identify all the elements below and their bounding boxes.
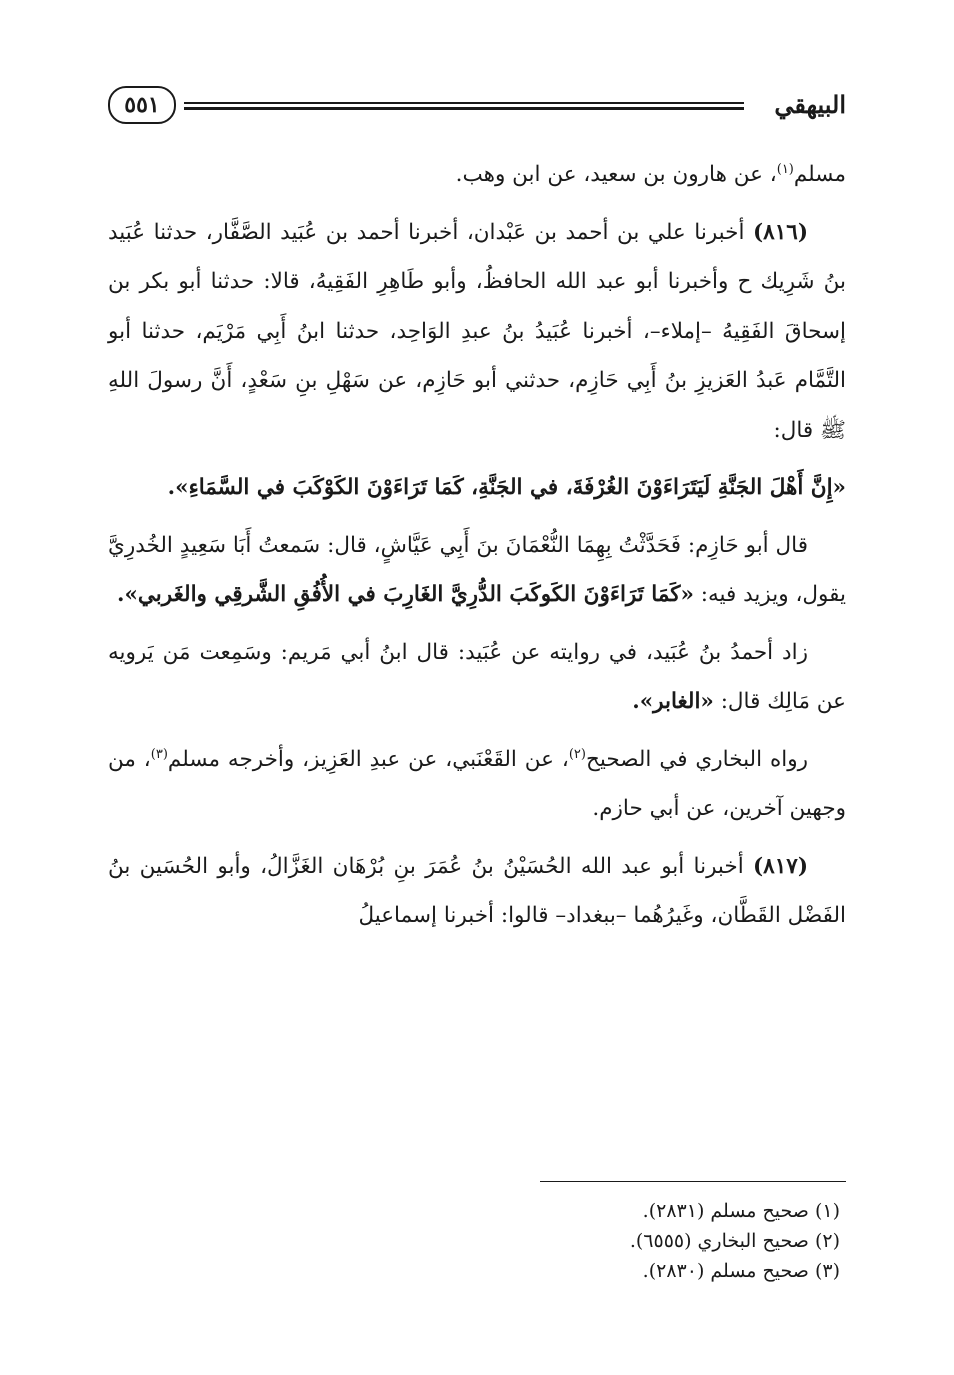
header-rule-thick: [184, 107, 744, 110]
text: ، عن هارون بن سعيد، عن ابن وهب.: [455, 162, 777, 187]
hadith-text-1: [108, 463, 846, 513]
text: قال أبو حَازِم: فَحَدَّثْتُ بِهِمَا النُّعْمَانَ بنَ أَبِي عَيَّاشٍ، قال: سَمعتُ أَبَا سَعِيدٍ الخُدرِيَّ يقول، ويزيد فيه:: [108, 532, 846, 607]
paragraph-816: [108, 208, 846, 456]
paragraph-abu-hazim: [108, 521, 846, 620]
footnote-ref-3[interactable]: (٣): [150, 746, 168, 762]
header-rule-thin: [184, 102, 744, 104]
main-text: [108, 150, 846, 949]
running-title: البيهقي: [774, 90, 846, 119]
text: زاد أحمدُ بنُ عُبَيد، في روايته عن عُبَيد: قال ابنُ أبي مَريم: وسَمِعت مَن يَرويه عن مَالِك قال:: [108, 639, 846, 714]
hadith-matn: «الغابر».: [632, 689, 714, 714]
isnad-text: أخبرنا علي بن أحمد بن عَبْدان، أخبرنا أحمد بن عُبَيد الصَّفَّار، حدثنا عُبَيد بنُ شَرِيك ح وأخبرنا أبو عبد الله الحافظُ، وأبو طَاهِرِ الفَقِيهُ، قالا: حدثنا أبو بكر بن إسحاقَ الفَقِيهُ –إملاء–، أخبرنا عُبَيدُ بنُ عبدِ الوَاحِد، حدثنا ابنُ أَبِي مَرْيَم، حدثنا أبو التَّمَّام عَبدُ العَزيزِ بنُ أَبِي حَازِم، حدثني أبو حَازِم، عن سَهْلِ بنِ سَعْدٍ، أَنَّ رسولَ اللهِ ﷺ قال:: [108, 219, 846, 443]
page-number: ٥٥١: [108, 86, 176, 124]
footnotes: [108, 1196, 846, 1286]
footnote-2: (٢) صحيح البخاري (٦٥٥٥).: [629, 1230, 840, 1252]
text: ، من وجهين آخرين، عن أبي حازم.: [108, 746, 846, 821]
text: ، عن القَعْنَبي، عن عبدِ العَزِيز، وأخرجه مسلم: [167, 746, 569, 772]
footnote-1: (١) صحيح مسلم (٢٨٣١).: [642, 1200, 840, 1222]
text: مسلم: [793, 162, 846, 187]
paragraph-817: [108, 842, 846, 941]
footnote-ref-2[interactable]: (٢): [568, 746, 586, 762]
paragraph-1: [108, 150, 846, 200]
hadith-number-816: (٨١٦): [752, 219, 808, 245]
hadith-matn: «إِنَّ أَهْلَ الجَنَّةِ لَيَتَرَاءَوْنَ الغُرْفَةَ، في الجَنَّةِ، كَمَا تَرَاءَوْنَ الكَوْكَبَ في السَّمَاءِ».: [167, 475, 846, 500]
text: رواه البخاري في الصحيح: [585, 746, 809, 772]
hadith-matn: «كَمَا تَرَاءَوْنَ الكَوكَبَ الدُّرِيَّ الغَارِبَ في الأُفُقِ الشَّرقِي والغَربي».: [116, 582, 694, 607]
page-header: [108, 86, 846, 130]
footnote-ref-1[interactable]: (١): [776, 161, 794, 177]
header-rule: [184, 102, 744, 110]
paragraph-takhrij: [108, 735, 846, 834]
footnote-separator: [540, 1181, 846, 1182]
paragraph-addition: [108, 628, 846, 727]
isnad-text: أخبرنا أبو عبد الله الحُسَيْنُ بنُ عُمَرَ بنِ بُرْهَان الغَزَّالُ، وأبو الحُسَين بنُ الفَضْل القَطَّان، وغَيرُهُما –ببغداد– قالوا: أخبرنا إسماعيلُ: [108, 853, 846, 928]
footnote-3: (٣) صحيح مسلم (٢٨٣٠).: [642, 1260, 840, 1282]
hadith-number-817: (٨١٧): [752, 853, 808, 879]
